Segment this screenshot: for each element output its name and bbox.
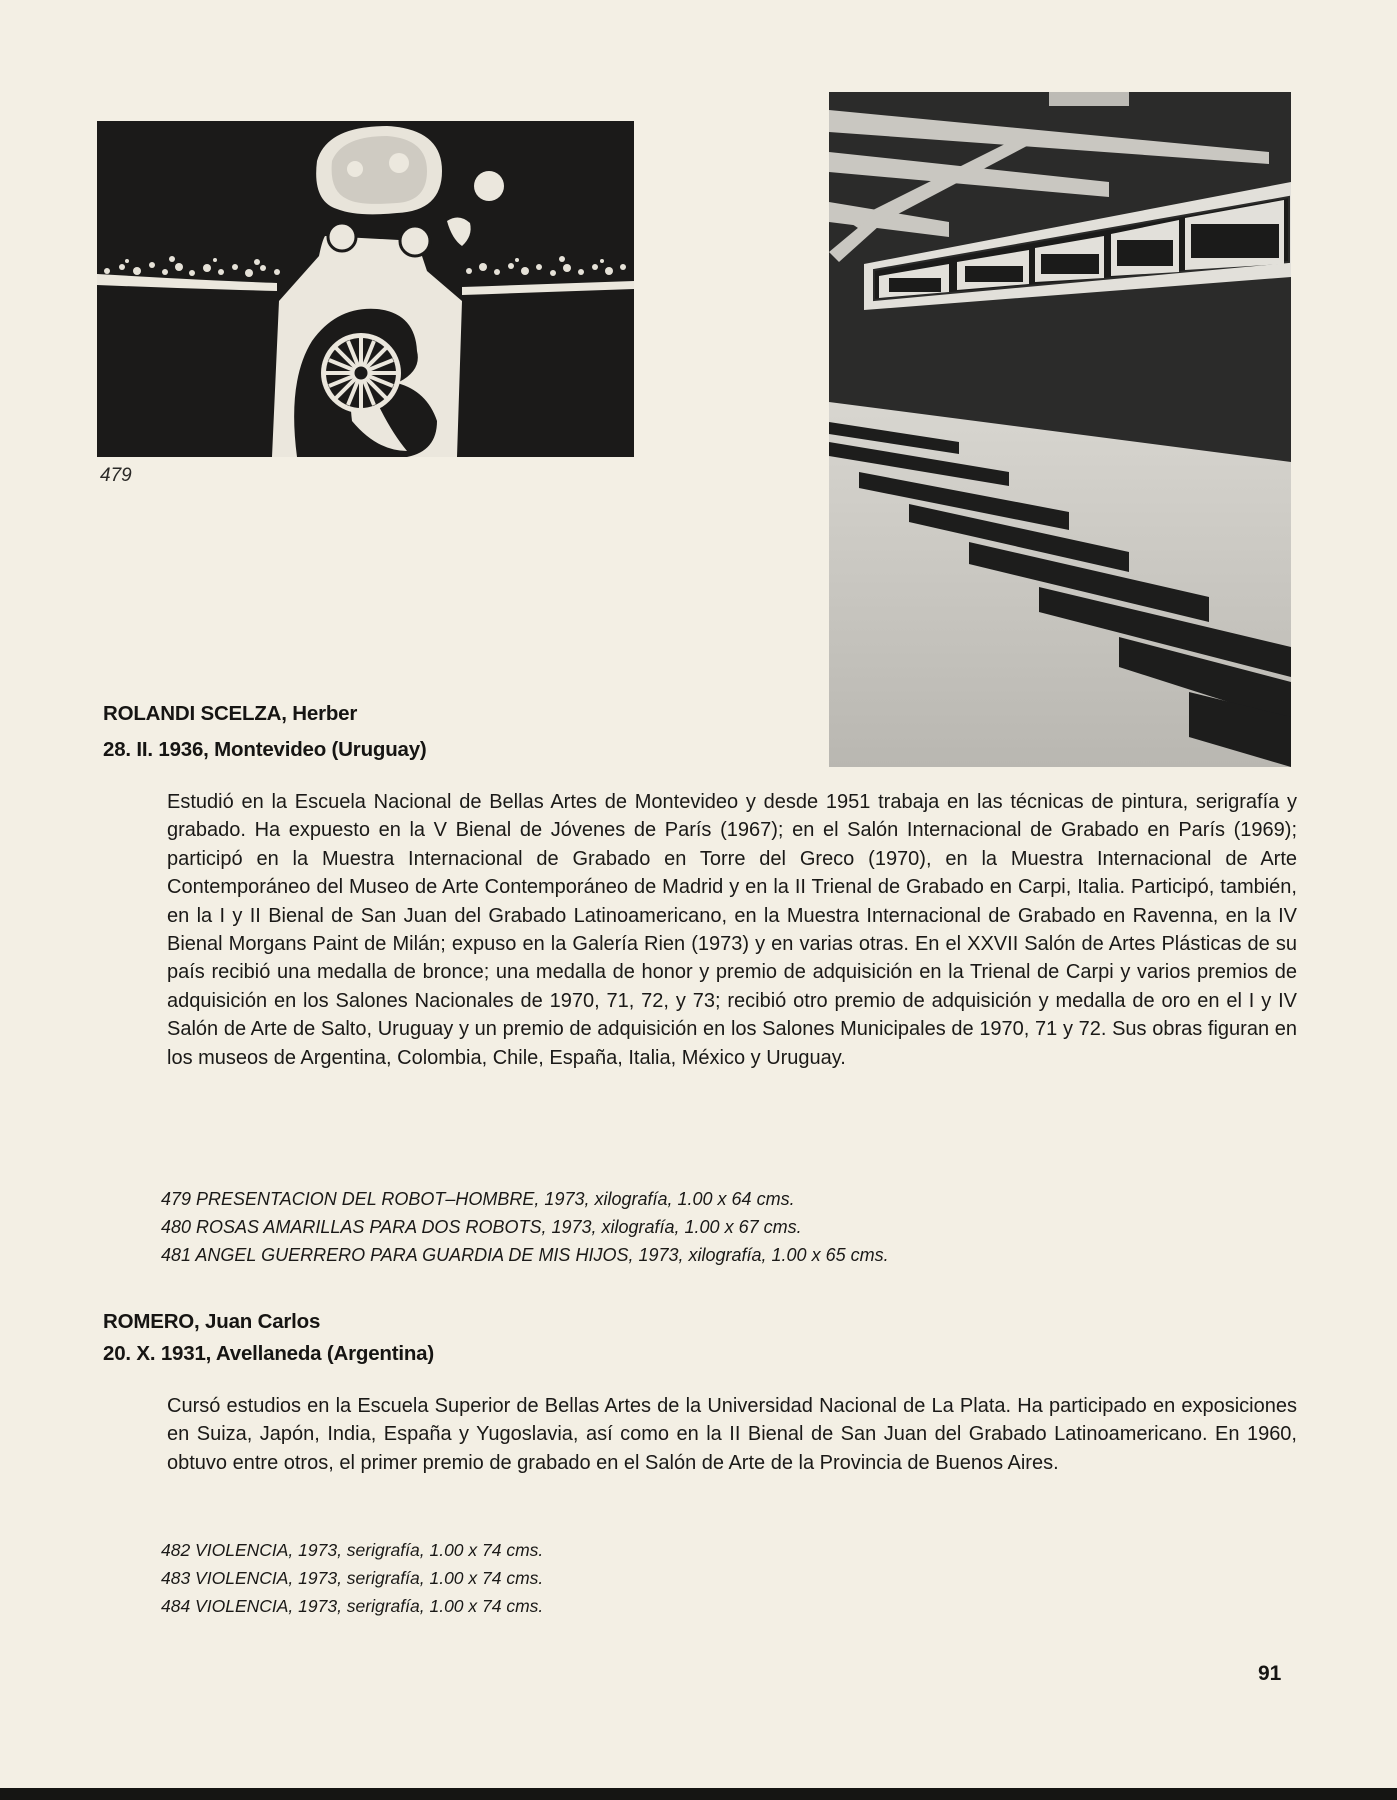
artwork-479-image [97, 121, 634, 457]
artist-biography: Cursó estudios en la Escuela Superior de Bellas Artes de la Universidad Nacional de La Plata. Ha participado en exposiciones en Suiza, Japón, India, España y Yugoslavia, así como en la II Bienal de San Juan del Grabado Latinoamericano. En 1960, obtuvo entre otros, el primer premio de grabado en el Salón de Arte de la Provincia de Buenos Aires. [167, 1395, 1297, 1474]
work-entry: 482 VIOLENCIA, 1973, serigrafía, 1.00 x 74 cms. [161, 1540, 544, 1560]
artist-birth-info: 28. II. 1936, Montevideo (Uruguay) [103, 738, 427, 761]
artist-given-name: Herber [286, 702, 358, 725]
work-entry: 481 ANGEL GUERRERO PARA GUARDIA DE MIS HIJOS, 1973, xilografía, 1.00 x 65 cms. [161, 1245, 889, 1265]
works-list [161, 1536, 543, 1620]
artist-birth-info: 20. X. 1931, Avellaneda (Argentina) [103, 1342, 434, 1365]
page-number: 91 [1258, 1662, 1282, 1685]
artist-surname: ROMERO, [103, 1310, 200, 1333]
work-entry: 483 VIOLENCIA, 1973, serigrafía, 1.00 x 74 cms. [161, 1568, 544, 1588]
robot-woodcut-illustration [97, 121, 634, 457]
violencia-installation-photo [829, 92, 1291, 767]
work-entry: 479 PRESENTACION DEL ROBOT–HOMBRE, 1973, xilografía, 1.00 x 64 cms. [161, 1189, 795, 1209]
artist-given-name: Juan Carlos [199, 1310, 321, 1333]
scan-edge [0, 1788, 1397, 1800]
artist-heading-rolandi-scelza [103, 698, 427, 766]
artist-surname: ROLANDI SCELZA, [103, 702, 287, 725]
works-list [161, 1185, 889, 1269]
exhibition-photo-violencia [829, 92, 1291, 767]
artist-biography: Estudió en la Escuela Nacional de Bellas Artes de Montevideo y desde 1951 trabaja en las técnicas de pintura, serigrafía y grabado. Ha expuesto en la V Bienal de Jóvenes de París (1967); en el Salón Internacional de Grabado en París (1969); participó en la Muestra Internacional de Grabado en Torre del Greco (1970), en la Muestra Internacional de Arte Contemporáneo del Museo de Arte Contemporáneo de Madrid y en la II Trienal de Grabado en Carpi, Italia. Participó, también, en la I y II Bienal de San Juan del Grabado Latinoamericano, en la Muestra Internacional de Grabado en Ravenna, en la IV Bienal Morgans Paint de Milán; expuso en la Galería Rien (1973) y en varias otras. En el XXVII Salón de Artes Plásticas de su país recibió una medalla de bronce; una medalla de honor y premio de adquisición en la Trienal de Carpi y varios premios de adquisición en los Salones Nacionales de 1970, 71, 72, y 73; recibió otro premio de adquisición y medalla de oro en el I y IV Salón de Arte de Salto, Uruguay y un premio de adquisición en los Salones Municipales de 1970, 71 y 72. Sus obras figuran en los museos de Argentina, Colombia, Chile, España, Italia, México y Uruguay. [167, 791, 1297, 1069]
figure-number-label: 479 [100, 465, 132, 486]
work-entry: 480 ROSAS AMARILLAS PARA DOS ROBOTS, 1973, xilografía, 1.00 x 67 cms. [161, 1217, 802, 1237]
work-entry: 484 VIOLENCIA, 1973, serigrafía, 1.00 x 74 cms. [161, 1596, 544, 1616]
artist-heading-romero [103, 1306, 434, 1370]
